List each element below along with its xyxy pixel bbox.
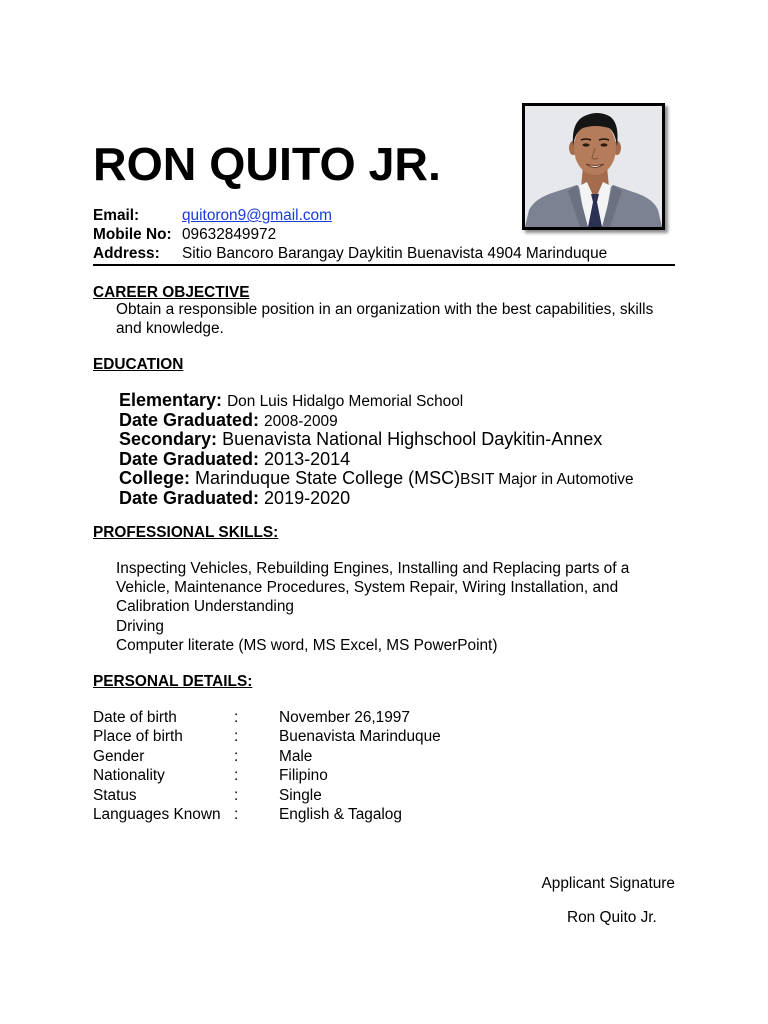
detail-row-nationality — [93, 766, 513, 785]
detail-separator: : — [234, 728, 239, 746]
detail-value: English & Tagalog — [279, 805, 402, 823]
education-value: Marinduque State College (MSC) — [195, 468, 461, 488]
education-value: Don Luis Hidalgo Memorial School — [227, 393, 464, 410]
skill-item: Driving — [116, 617, 164, 635]
professional-skills-heading: PROFESSIONAL SKILLS: — [93, 524, 279, 541]
contact-info — [93, 206, 607, 264]
education-course: BSIT Major in Automotive — [460, 471, 634, 488]
education-value: 2008-2009 — [264, 412, 338, 430]
professional-skills-list — [116, 559, 675, 655]
education-value: 2013-2014 — [264, 448, 351, 469]
skill-item: Inspecting Vehicles, Rebuilding Engines, Installing and Replacing parts of a Vehicle, Maintenance Procedures, System Repair, Wiring Installation, and Calibration Understanding — [116, 560, 630, 616]
detail-value: Male — [279, 747, 313, 765]
detail-label: Place of birth — [93, 728, 183, 746]
detail-row-place-of-birth — [93, 727, 513, 746]
education-label: Secondary: — [119, 429, 218, 449]
education-label: Date Graduated: — [119, 448, 260, 469]
signature-name: Ron Quito Jr. — [567, 909, 657, 926]
education-label: Date Graduated: — [119, 409, 260, 430]
detail-row-date-of-birth — [93, 708, 513, 727]
detail-label: Languages Known — [93, 805, 221, 823]
detail-value: Buenavista Marinduque — [279, 728, 441, 746]
education-elementary-date — [119, 411, 634, 431]
address-label: Address: — [93, 245, 160, 263]
personal-details-heading: PERSONAL DETAILS: — [93, 673, 253, 690]
education-list — [119, 391, 634, 508]
career-objective-text: Obtain a responsible position in an organization with the best capabilities, skills and knowledge. — [116, 301, 654, 338]
detail-value: Filipino — [279, 767, 328, 785]
education-label: College: — [119, 468, 191, 488]
detail-row-gender — [93, 747, 513, 766]
education-secondary-date — [119, 450, 634, 470]
address-value: Sitio Bancoro Barangay Daykitin Buenavista 4904 Marinduque — [182, 245, 608, 263]
skill-item: Computer literate (MS word, MS Excel, MS PowerPoint) — [116, 636, 498, 654]
detail-label: Gender — [93, 747, 145, 765]
email-link[interactable]: quitoron9@gmail.com — [182, 207, 332, 224]
contact-email-row — [93, 206, 607, 225]
education-heading: EDUCATION — [93, 356, 184, 373]
header-divider — [93, 264, 675, 266]
education-label: Elementary: — [119, 390, 223, 410]
detail-separator: : — [234, 767, 239, 785]
detail-separator: : — [234, 747, 239, 765]
detail-separator: : — [234, 805, 239, 823]
contact-mobile-row — [93, 225, 607, 244]
mobile-label: Mobile No: — [93, 226, 172, 244]
detail-label: Nationality — [93, 767, 165, 785]
mobile-value: 09632849972 — [182, 226, 277, 244]
education-value: Buenavista National Highschool Daykitin-Annex — [222, 429, 603, 449]
detail-label: Status — [93, 786, 137, 804]
personal-details-table — [93, 708, 513, 824]
education-college-date — [119, 489, 634, 509]
detail-value: November 26,1997 — [279, 709, 410, 726]
email-label: Email: — [93, 207, 140, 224]
detail-row-status — [93, 786, 513, 805]
detail-label: Date of birth — [93, 709, 177, 726]
education-value: 2019-2020 — [264, 487, 351, 508]
detail-row-languages — [93, 805, 513, 824]
applicant-name: RON QUITO JR. — [93, 138, 441, 190]
detail-separator: : — [234, 786, 239, 804]
education-elementary — [119, 391, 634, 411]
career-objective-heading: CAREER OBJECTIVE — [93, 284, 250, 301]
detail-value: Single — [279, 786, 322, 804]
education-college — [119, 469, 634, 489]
detail-separator: : — [234, 709, 239, 726]
contact-address-row — [93, 244, 607, 263]
education-label: Date Graduated: — [119, 487, 260, 508]
education-secondary — [119, 430, 634, 450]
signature-caption: Applicant Signature — [541, 875, 675, 892]
